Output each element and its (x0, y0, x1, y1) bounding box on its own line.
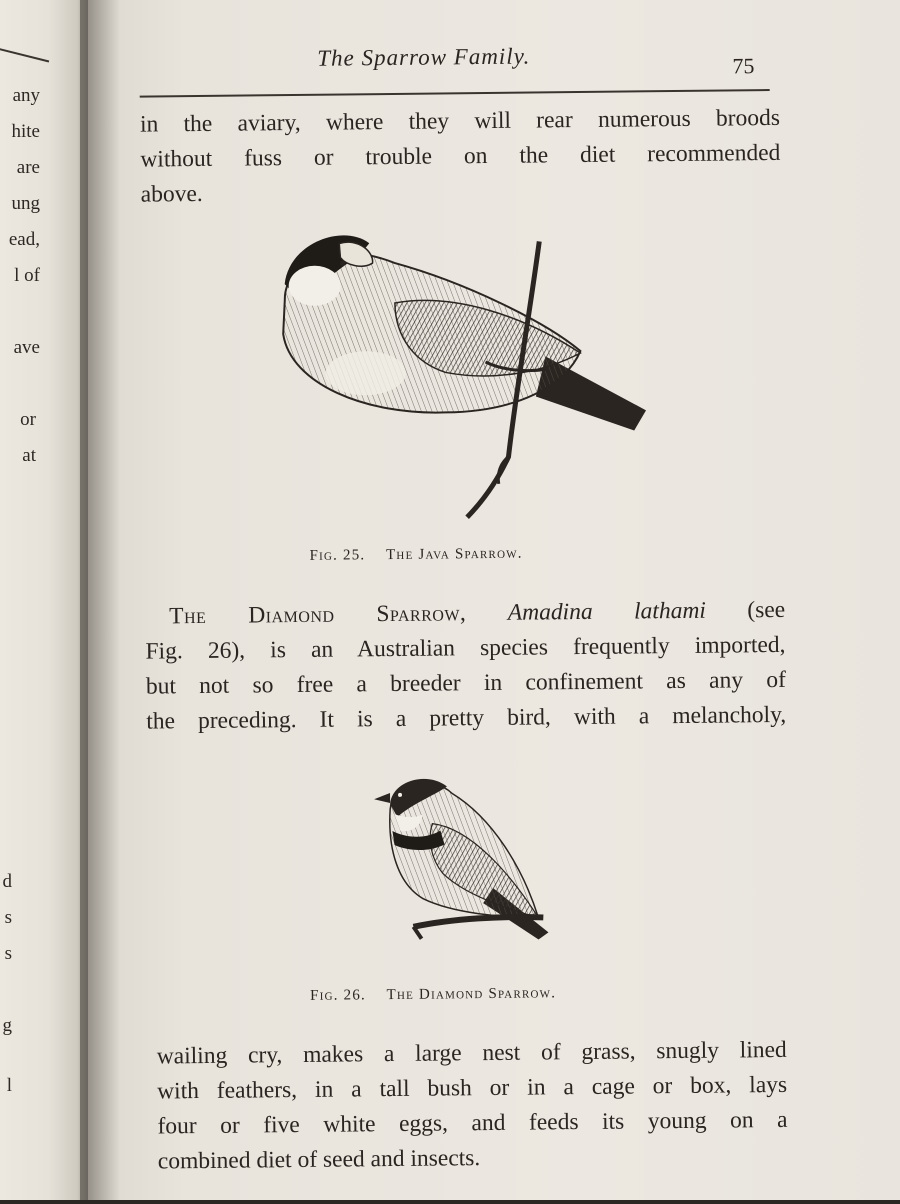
paragraph-2 (145, 593, 786, 740)
page-content (82, 0, 900, 1204)
left-fragment: at (22, 445, 36, 466)
paragraph-3 (157, 1033, 788, 1180)
text-line: Fig. 26), is an Australian species frequently imported, (145, 631, 786, 665)
left-fragment: ead, (8, 229, 40, 250)
left-fragment: g (2, 1015, 12, 1036)
text-line: combined diet of seed and insects. (157, 1145, 481, 1175)
book-page (88, 0, 900, 1200)
text-line: above. (140, 180, 203, 208)
paragraph-1 (140, 101, 781, 213)
left-fragment: hite (11, 121, 40, 142)
text-line: with feathers, in a tall bush or in a cage or box, lays (156, 1071, 788, 1105)
left-fragment: ave (13, 337, 40, 358)
left-fragment: ung (11, 193, 40, 214)
left-fragment: s (4, 907, 12, 928)
species-common-name: The Diamond Sparrow, (169, 600, 467, 630)
figure-26-number: Fig. 26. (310, 987, 367, 1004)
left-fragment: any (12, 85, 40, 106)
species-latin-name: Amadina lathami (507, 597, 707, 626)
left-fragment: d (2, 871, 12, 892)
text-line: without fuss or trouble on the diet recommended (140, 139, 781, 173)
left-fragment: s (4, 943, 12, 964)
figure-25-caption (309, 546, 522, 565)
text-line: but not so free a breeder in confinement as any of (145, 666, 786, 700)
previous-page-edge (0, 0, 88, 1200)
left-fragment: l of (14, 265, 40, 286)
previous-page-rule (0, 44, 49, 63)
running-head: The Sparrow Family. (317, 43, 531, 71)
text-line: four or five white eggs, and feeds its young on a (157, 1106, 788, 1140)
header-rule (140, 89, 770, 98)
text-line: wailing cry, makes a large nest of grass, snugly lined (156, 1036, 787, 1070)
text-fragment: (see (747, 596, 786, 624)
text-line: the preceding. It is a pretty bird, with a melancholy, (146, 701, 787, 735)
text-line: in the aviary, where they will rear numerous broods (139, 104, 781, 138)
figure-26-caption (310, 985, 556, 1005)
left-fragment: or (20, 409, 36, 430)
page-number: 75 (732, 53, 755, 79)
figure-26-title: The Diamond Sparrow. (386, 985, 557, 1004)
left-fragment: l (6, 1075, 12, 1096)
figure-25-number: Fig. 25. (309, 547, 366, 564)
figure-25-title: The Java Sparrow. (385, 545, 523, 564)
book-gutter-shadow (80, 0, 120, 1200)
diamond-sparrow-illustration (372, 767, 564, 949)
java-sparrow-illustration (244, 220, 667, 524)
left-fragment: are (16, 157, 40, 178)
